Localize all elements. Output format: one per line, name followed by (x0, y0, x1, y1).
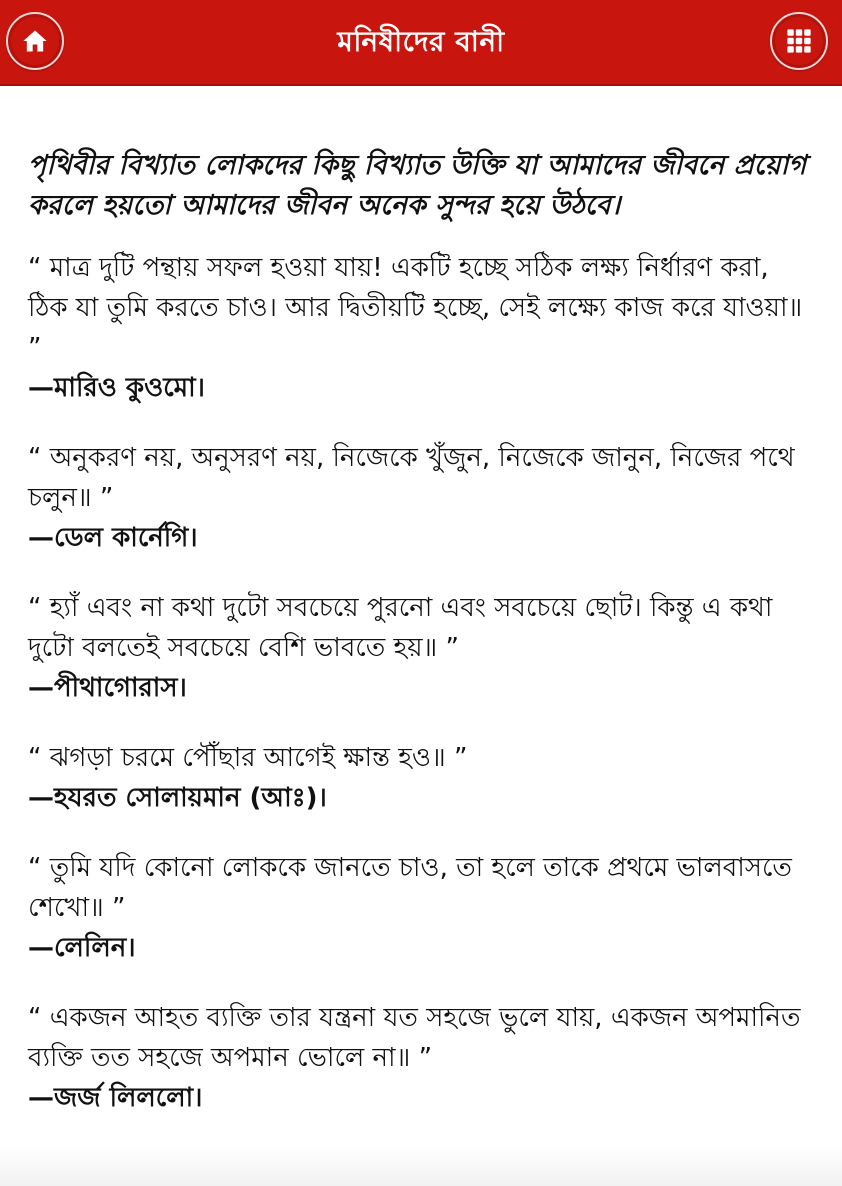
quote-item (28, 438, 808, 558)
quote-author: —ডেল কার্নেগি। (28, 523, 198, 553)
quote-text: “ ঝগড়া চরমে পৌঁছার আগেই ক্ষান্ত হও॥ ” (28, 743, 468, 773)
quote-item (28, 848, 808, 968)
quote-text: “ অনুকরণ নয়, অনুসরণ নয়, নিজেকে খুঁজুন, নিজেকে জানুন, নিজের পথে চলুন॥ ” (28, 443, 795, 513)
quote-item (28, 248, 808, 408)
quote-author: —মারিও কুওমো। (28, 373, 205, 403)
quote-author: —লেলিন। (28, 933, 136, 963)
quotes-content (28, 146, 808, 1148)
scroll-fade (0, 1146, 842, 1186)
quote-text: “ হ্যাঁ এবং না কথা দুটো সবচেয়ে পুরনো এবং সবচেয়ে ছোট। কিন্তু এ কথা দুটো বলতেই সবচেয়ে বেশি ভাবতে হয়॥ ” (28, 593, 773, 663)
quote-text: “ একজন আহত ব্যক্তি তার যন্ত্রনা যত সহজে ভুলে যায়, একজন অপমানিত ব্যক্তি তত সহজে অপমান ভোলে না॥ ” (28, 1003, 801, 1073)
quote-text: “ তুমি যদি কোনো লোককে জানতে চাও, তা হলে তাকে প্রথমে ভালবাসতে শেখো॥ ” (28, 853, 792, 923)
quote-item (28, 738, 808, 818)
quote-item (28, 998, 808, 1118)
menu-button[interactable] (770, 12, 828, 70)
intro-text: পৃথিবীর বিখ্যাত লোকদের কিছু বিখ্যাত উক্তি যা আমাদের জীবনে প্রয়োগ করলে হয়তো আমাদের জীবন অনেক সুন্দর হয়ে উঠবে। (28, 150, 807, 221)
grid-menu-icon (785, 27, 813, 55)
quote-text: “ মাত্র দুটি পন্থায় সফল হওয়া যায়! একটি হচ্ছে সঠিক লক্ষ্য নির্ধারণ করা, ঠিক যা তুমি করতে চাও। আর দ্বিতীয়টি হচ্ছে, সেই লক্ষ্যে কাজ করে যাওয়া॥ ” (28, 253, 803, 363)
quote-item (28, 588, 808, 708)
app-bar (0, 0, 842, 86)
quote-author: —জর্জ লিললো। (28, 1083, 203, 1113)
page-title: মনিষীদের বানী (337, 25, 505, 58)
quote-author: —হযরত সোলায়মান (আঃ)। (28, 783, 327, 813)
quote-author: —পীথাগোরাস। (28, 673, 187, 703)
